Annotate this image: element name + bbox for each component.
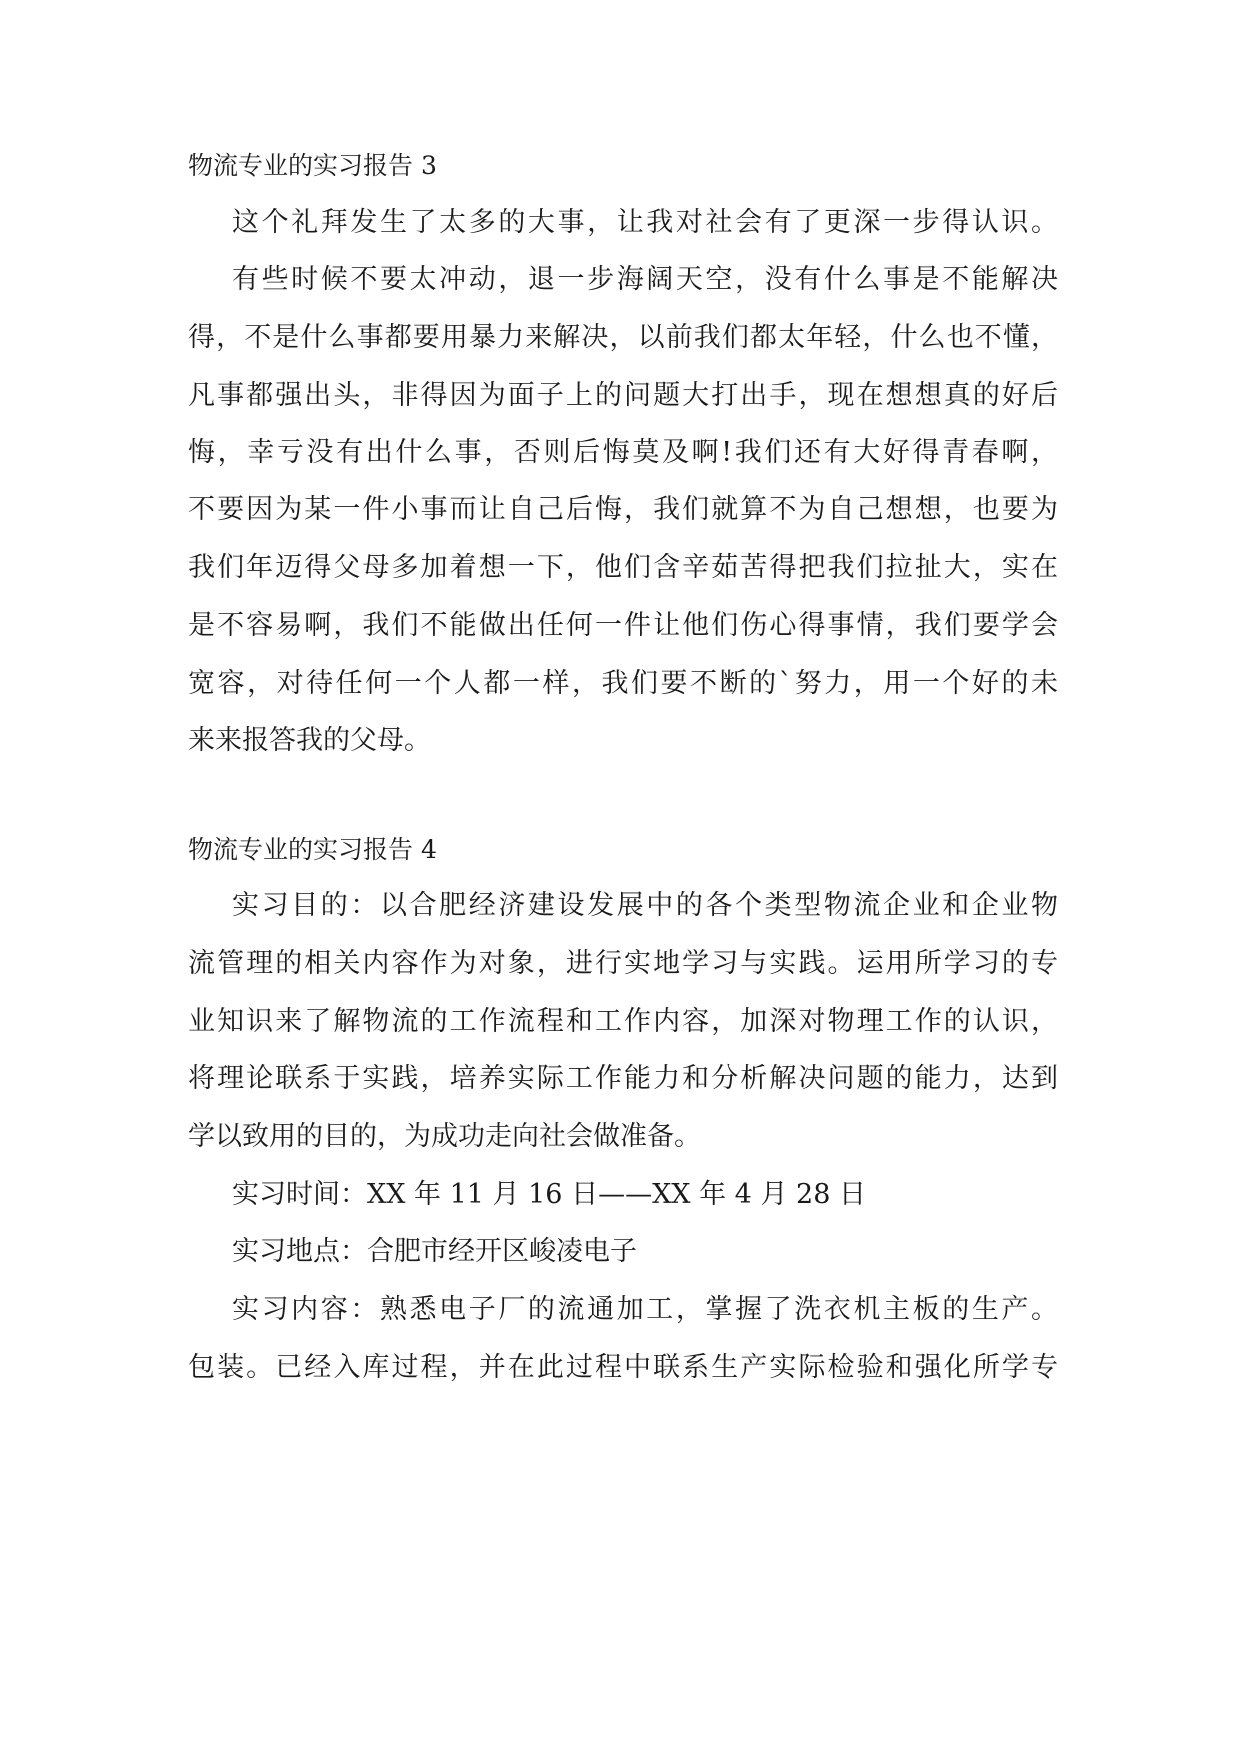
paragraph-line: 是不容易啊，我们不能做出任何一件让他们伤心得事情，我们要学会 [188,610,1058,641]
section-title-report-3: 物流专业的实习报告 3 [188,151,437,180]
paragraph-line: 我们年迈得父母多加着想一下，他们含辛茹苦得把我们拉扯大，实在 [188,552,1058,583]
paragraph-line: 悔，幸亏没有出什么事，否则后悔莫及啊!我们还有大好得青春啊， [188,437,1058,468]
paragraph-line: 实习内容：熟悉电子厂的流通加工，掌握了洗衣机主板的生产。 [232,1294,1058,1325]
paragraph-line: 凡事都强出头，非得因为面子上的问题大打出手，现在想想真的好后 [188,380,1058,411]
paragraph-line: 有些时候不要太冲动，退一步海阔天空，没有什么事是不能解决 [232,264,1058,295]
paragraph-line: 将理论联系于实践，培养实际工作能力和分析解决问题的能力，达到 [188,1063,1058,1094]
paragraph-line: 宽容，对待任何一个人都一样，我们要不断的`努力，用一个好的未 [188,668,1058,699]
paragraph-line: 业知识来了解物流的工作流程和工作内容，加深对物理工作的认识， [188,1006,1058,1037]
paragraph-line: 来来报答我的父母。 [188,725,431,756]
internship-location: 实习地点：合肥市经开区峻凌电子 [232,1236,637,1267]
paragraph-line: 学以致用的目的，为成功走向社会做准备。 [188,1121,701,1152]
paragraph-line: 包装。已经入库过程，并在此过程中联系生产实际检验和强化所学专 [188,1352,1058,1383]
paragraph-line: 实习目的：以合肥经济建设发展中的各个类型物流企业和企业物 [232,890,1058,921]
paragraph-line: 这个礼拜发生了太多的大事，让我对社会有了更深一步得认识。 [232,207,1058,238]
paragraph-line: 流管理的相关内容作为对象，进行实地学习与实践。运用所学习的专 [188,948,1058,979]
section-title-report-4: 物流专业的实习报告 4 [188,835,437,864]
paragraph-line: 得，不是什么事都要用暴力来解决，以前我们都太年轻，什么也不懂， [188,322,1058,353]
paragraph-line: 不要因为某一件小事而让自己后悔，我们就算不为自己想想，也要为 [188,494,1058,525]
internship-time: 实习时间：XX 年 11 月 16 日——XX 年 4 月 28 日 [232,1179,866,1210]
